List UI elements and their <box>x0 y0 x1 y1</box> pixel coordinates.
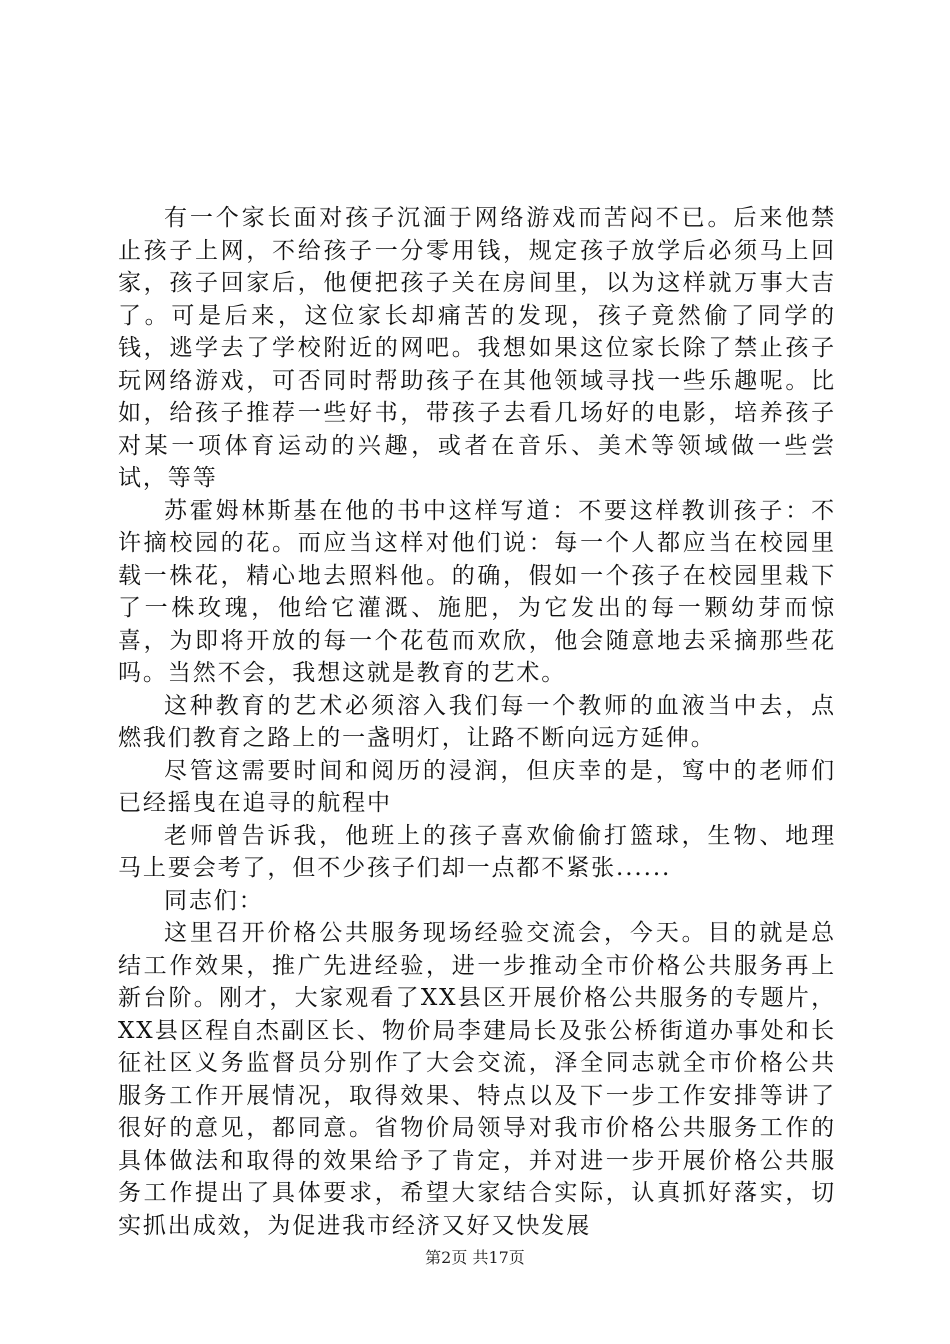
salutation: 同志们： <box>164 887 264 914</box>
paragraph: 有一个家长面对孩子沉湎于网络游戏而苦闷不已。后来他禁止孩子上网，不给孩子一分零用钱，规定孩子放学后必须马上回家，孩子回家后，他便把孩子关在房间里，以为这样就万事大吉了。可是后来，这位家长却痛苦的发现，孩子竟然偷了同学的钱，逃学去了学校附近的网吧。我想如果这位家长除了禁止孩子玩网络游戏，可否同时帮助孩子在其他领域寻找一些乐趣呢。比如，给孩子推荐一些好书，带孩子去看几场好的电影，培养孩子对某一项体育运动的兴趣，或者在音乐、美术等领域做一些尝试，等等 <box>118 205 836 491</box>
paragraph: 这种教育的艺术必须溶入我们每一个教师的血液当中去，点燃我们教育之路上的一盏明灯，让路不断向远方延伸。 <box>118 692 836 751</box>
paragraph: 这里召开价格公共服务现场经验交流会，今天。目的就是总结工作效果，推广先进经验，进一步推动全市价格公共服务再上新台阶。刚才，大家观看了XX县区开展价格公共服务的专题片，XX县区程自杰副区长、物价局李建局长及张公桥街道办事处和长征社区义务监督员分别作了大会交流，泽全同志就全市价格公共服务工作开展情况，取得效果、特点以及下一步工作安排等讲了很好的意见，都同意。省物价局领导对我市价格公共服务工作的具体做法和取得的效果给予了肯定，并对进一步开展价格公共服务工作提出了具体要求，希望大家结合实际，认真抓好落实，切实抓出成效，为促进我市经济又好又快发展 <box>118 920 836 1239</box>
body-text <box>118 202 836 1242</box>
paragraph: 苏霍姆林斯基在他的书中这样写道：不要这样教训孩子：不许摘校园的花。而应当这样对他们说：每一个人都应当在校园里载一株花，精心地去照料他。的确，假如一个孩子在校园里栽下了一株玫瑰，他给它灌溉、施肥，为它发出的每一颗幼芽而惊喜，为即将开放的每一个花苞而欢欣，他会随意地去采摘那些花吗。当然不会，我想这就是教育的艺术。 <box>118 497 836 686</box>
paragraph: 老师曾告诉我，他班上的孩子喜欢偷偷打篮球，生物、地理马上要会考了，但不少孩子们却一点都不紧张...... <box>118 822 836 881</box>
page-number: 第2页 共17页 <box>425 1248 525 1267</box>
paragraph: 尽管这需要时间和阅历的浸润，但庆幸的是，窎中的老师们已经摇曳在追寻的航程中 <box>118 757 836 816</box>
